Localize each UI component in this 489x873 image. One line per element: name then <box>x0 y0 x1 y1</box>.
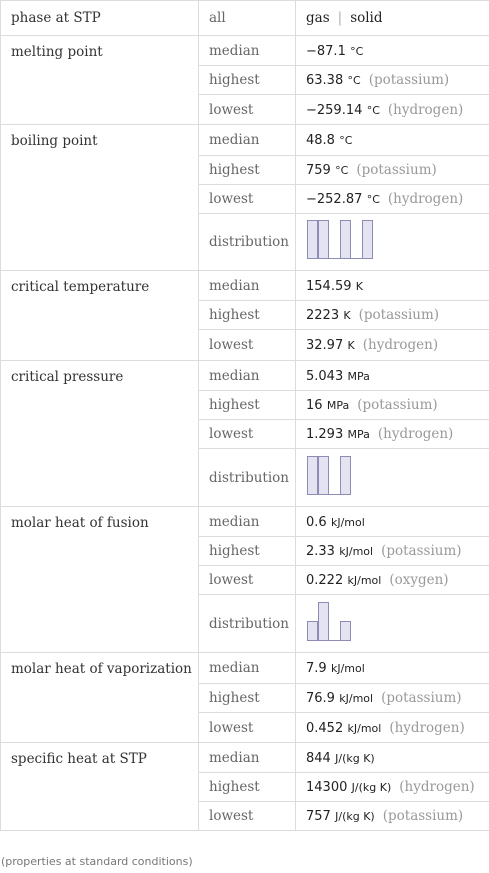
histogram-bar-0 <box>308 221 318 259</box>
vaporization-median-row <box>1 653 489 684</box>
stat-lowest: lowest <box>199 713 296 743</box>
crit-temp-lowest-value: 32.97 K (hydrogen) <box>296 330 489 361</box>
stat-median: median <box>199 653 296 684</box>
fusion-distribution-cell <box>296 595 489 653</box>
histogram-bar-3 <box>341 456 351 494</box>
fusion-lowest-value: 0.222 kJ/mol (oxygen) <box>296 566 489 595</box>
stat-lowest: lowest <box>199 802 296 831</box>
fusion-median-row <box>1 507 489 537</box>
stat-lowest: lowest <box>199 566 296 595</box>
specific-heat-median-value: 844 J/(kg K) <box>296 743 489 773</box>
stat-highest: highest <box>199 301 296 330</box>
stat-lowest: lowest <box>199 420 296 449</box>
stat-distribution: distribution <box>199 214 296 271</box>
stat-highest: highest <box>199 66 296 95</box>
boiling-point-label: boiling point <box>1 125 199 271</box>
boiling-highest-value: 759 °C (potassium) <box>296 156 489 185</box>
melting-point-label: melting point <box>1 36 199 125</box>
specific-heat-lowest-value: 757 J/(kg K) (potassium) <box>296 802 489 831</box>
specific-heat-median-row <box>1 743 489 773</box>
stat-median: median <box>199 125 296 156</box>
melting-median-row <box>1 36 489 66</box>
stat-median: median <box>199 36 296 66</box>
vaporization-highest-value: 76.9 kJ/mol (potassium) <box>296 684 489 713</box>
stat-lowest: lowest <box>199 95 296 125</box>
boiling-distribution-cell <box>296 214 489 271</box>
stat-median: median <box>199 361 296 391</box>
crit-press-distribution-cell <box>296 449 489 507</box>
phase-solid: solid <box>350 10 383 26</box>
stat-median: median <box>199 507 296 537</box>
stat-highest: highest <box>199 537 296 566</box>
stat-median: median <box>199 271 296 301</box>
crit-press-highest-value: 16 MPa (potassium) <box>296 391 489 420</box>
phase-gas: gas <box>306 10 330 26</box>
header-row <box>1 1 489 36</box>
histogram-bar-1 <box>319 456 329 494</box>
crit-temp-median-value: 154.59 K <box>296 271 489 301</box>
stat-highest: highest <box>199 391 296 420</box>
crit-press-lowest-value: 1.293 MPa (hydrogen) <box>296 420 489 449</box>
critical-temperature-label: critical temperature <box>1 271 199 361</box>
stat-distribution: distribution <box>199 595 296 653</box>
fusion-median-value: 0.6 kJ/mol <box>296 507 489 537</box>
header-property: phase at STP <box>1 1 199 36</box>
histogram-bar-3 <box>341 621 351 640</box>
stat-highest: highest <box>199 684 296 713</box>
boiling-median-value: 48.8 °C <box>296 125 489 156</box>
specific-heat-label: specific heat at STP <box>1 743 199 831</box>
stat-highest: highest <box>199 156 296 185</box>
melting-lowest-value: −259.14 °C (hydrogen) <box>296 95 489 125</box>
crit-temp-median-row <box>1 271 489 301</box>
histogram-bar-1 <box>319 602 329 640</box>
footer-note: (properties at standard conditions) <box>1 855 193 868</box>
phase-separator: | <box>337 10 343 26</box>
vaporization-lowest-value: 0.452 kJ/mol (hydrogen) <box>296 713 489 743</box>
histogram-bar-3 <box>341 221 351 259</box>
header-statistic: all <box>199 1 296 36</box>
crit-press-median-value: 5.043 MPa <box>296 361 489 391</box>
histogram-bar-5 <box>363 221 373 259</box>
crit-press-distribution-histogram <box>306 454 378 498</box>
histogram-bar-1 <box>319 221 329 259</box>
histogram-bar-0 <box>308 456 318 494</box>
specific-heat-highest-value: 14300 J/(kg K) (hydrogen) <box>296 773 489 802</box>
molar-heat-of-fusion-label: molar heat of fusion <box>1 507 199 653</box>
stat-lowest: lowest <box>199 185 296 214</box>
boiling-lowest-value: −252.87 °C (hydrogen) <box>296 185 489 214</box>
stat-highest: highest <box>199 773 296 802</box>
header-phase <box>296 1 489 36</box>
melting-median-value: −87.1 °C <box>296 36 489 66</box>
critical-pressure-label: critical pressure <box>1 361 199 507</box>
fusion-distribution-histogram <box>306 600 378 644</box>
boiling-median-row <box>1 125 489 156</box>
crit-temp-highest-value: 2223 K (potassium) <box>296 301 489 330</box>
stat-median: median <box>199 743 296 773</box>
stat-distribution: distribution <box>199 449 296 507</box>
vaporization-median-value: 7.9 kJ/mol <box>296 653 489 684</box>
fusion-highest-value: 2.33 kJ/mol (potassium) <box>296 537 489 566</box>
boiling-distribution-histogram <box>306 218 378 262</box>
molar-heat-of-vaporization-label: molar heat of vaporization <box>1 653 199 743</box>
histogram-bar-0 <box>308 621 318 640</box>
stat-lowest: lowest <box>199 330 296 361</box>
crit-press-median-row <box>1 361 489 391</box>
melting-highest-value: 63.38 °C (potassium) <box>296 66 489 95</box>
